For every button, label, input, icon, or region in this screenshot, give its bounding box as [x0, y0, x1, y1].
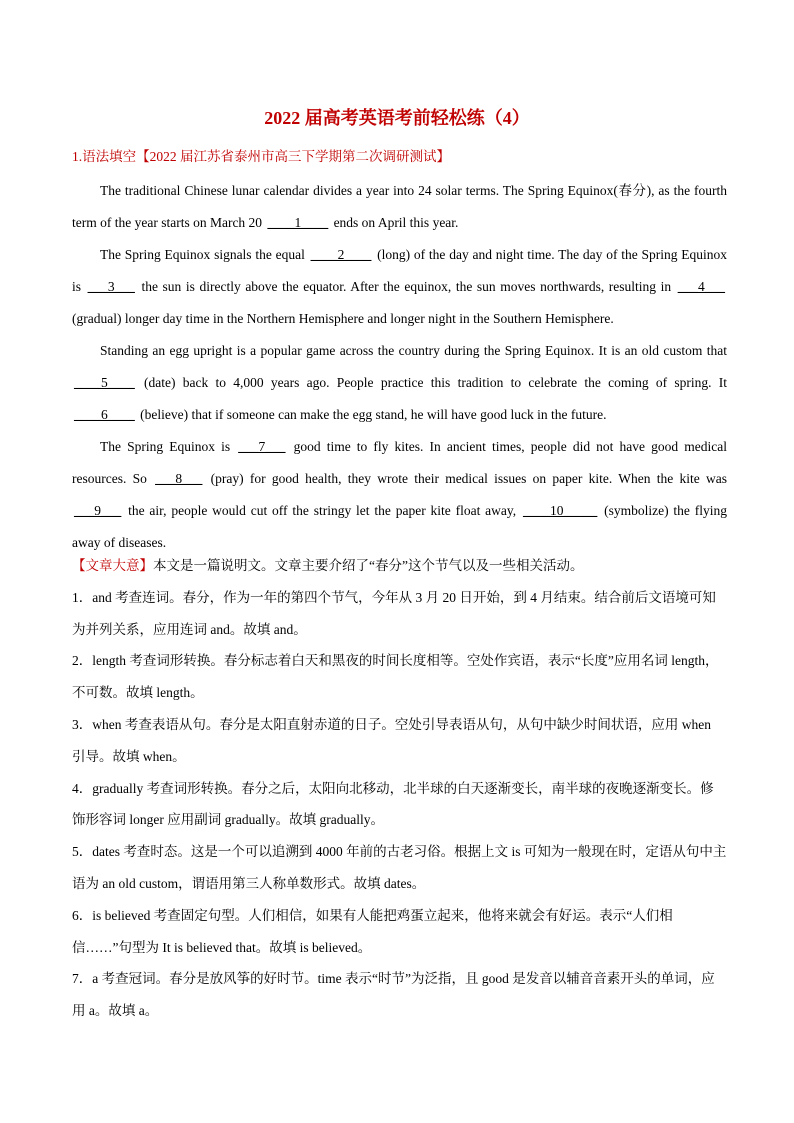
blank-6: ____6____: [74, 407, 135, 422]
answer-item: 3．when 考查表语从句。春分是太阳直射赤道的日子。空处引导表语从句，从句中缺少时间状语，应用 when 引导。故填 when。: [72, 716, 711, 764]
blank-1: ____1____: [267, 215, 329, 230]
summary-text: 本文是一篇说明文。文章主要介绍了“春分”这个节气以及一些相关活动。: [153, 558, 584, 573]
answer-item: 2．length 考查词形转换。春分标志着白天和黑夜的时间长度相等。空处作宾语，表示“长度”应用名词 length，不可数。故填 length。: [72, 653, 719, 701]
passage: [72, 175, 727, 559]
blank-4: ___4___: [677, 279, 725, 294]
blank-5: ____5____: [74, 375, 135, 390]
question-source: 【2022 届江苏省泰州市高三下学期第二次调研测试】: [136, 149, 450, 164]
summary: [72, 550, 727, 582]
answer-item: 4．gradually 考查词形转换。春分之后，太阳向北移动，北半球的白天逐渐变长，南半球的夜晚逐渐变长。修饰形容词 longer 应用副词 gradually。故填 gradually。: [72, 780, 714, 828]
page-title: 2022 届高考英语考前轻松练（4）: [264, 108, 530, 128]
blank-3: ___3___: [87, 279, 135, 294]
passage-paragraph: Standing an egg upright is a popular game across the country during the Spring Equinox. It is an old custom that ____5____ (date) back to 4,000 years ago. People practice this tradition to celebrate the coming of spring. It ____6____ (believe) that if someone can make the egg stand, he will have good luck in the future.: [74, 343, 727, 422]
answer-explanations: [72, 550, 727, 1027]
passage-paragraph: The traditional Chinese lunar calendar divides a year into 24 solar terms. The Spring Equinox(春分), as the fourth term of the year starts on March 20 ____1____ ends on April this year.: [72, 183, 727, 230]
question-header: [72, 145, 450, 165]
passage-paragraph: The Spring Equinox is ___7___ good time to fly kites. In ancient times, people did not have good medical resources. So ___8___ (pray) for good health, they wrote their medical issues on paper kite. When the kite was ___9___ the air, people would cut off the stringy let the paper kite float away, ____10_____ (symbolize) the flying away of diseases.: [72, 439, 728, 550]
question-number: 1.: [72, 149, 83, 164]
answer-item: 1．and 考查连词。春分，作为一年的第四个节气，今年从 3 月 20 日开始，到 4 月结束。结合前后文语境可知为并列关系，应用连词 and。故填 and。: [72, 589, 716, 637]
blank-9: ___9___: [74, 503, 122, 518]
answer-item: 7．a 考查冠词。春分是放风筝的好时节。time 表示“时节”为泛指，且 good 是发音以辅音音素开头的单词，应用 a。故填 a。: [72, 971, 715, 1019]
blank-10: ____10_____: [523, 503, 598, 518]
answer-item: 5．dates 考查时态。这是一个可以追溯到 4000 年前的古老习俗。根据上文 is 可知为一般现在时，定语从句中主语为 an old custom，谓语用第三人称单数形式。故填 dates。: [72, 844, 727, 891]
summary-tag: 【文章大意】: [72, 558, 153, 573]
blank-8: ___8___: [155, 471, 203, 486]
question-type: 语法填空: [82, 149, 137, 164]
passage-paragraph: The Spring Equinox signals the equal ____2____ (long) of the day and night time. The day of the Spring Equinox is ___3___ the sun is directly above the equator. After the equinox, the sun moves northwards, resulting in ___4___ (gradual) longer day time in the Northern Hemisphere and longer night in the Southern Hemisphere.: [72, 247, 728, 326]
blank-2: ____2____: [310, 247, 372, 262]
answer-item: 6．is believed 考查固定句型。人们相信，如果有人能把鸡蛋立起来，他将来就会有好运。表示“人们相信……”句型为 It is believed that。故填 is believed。: [72, 907, 673, 955]
blank-7: ___7___: [238, 439, 286, 454]
